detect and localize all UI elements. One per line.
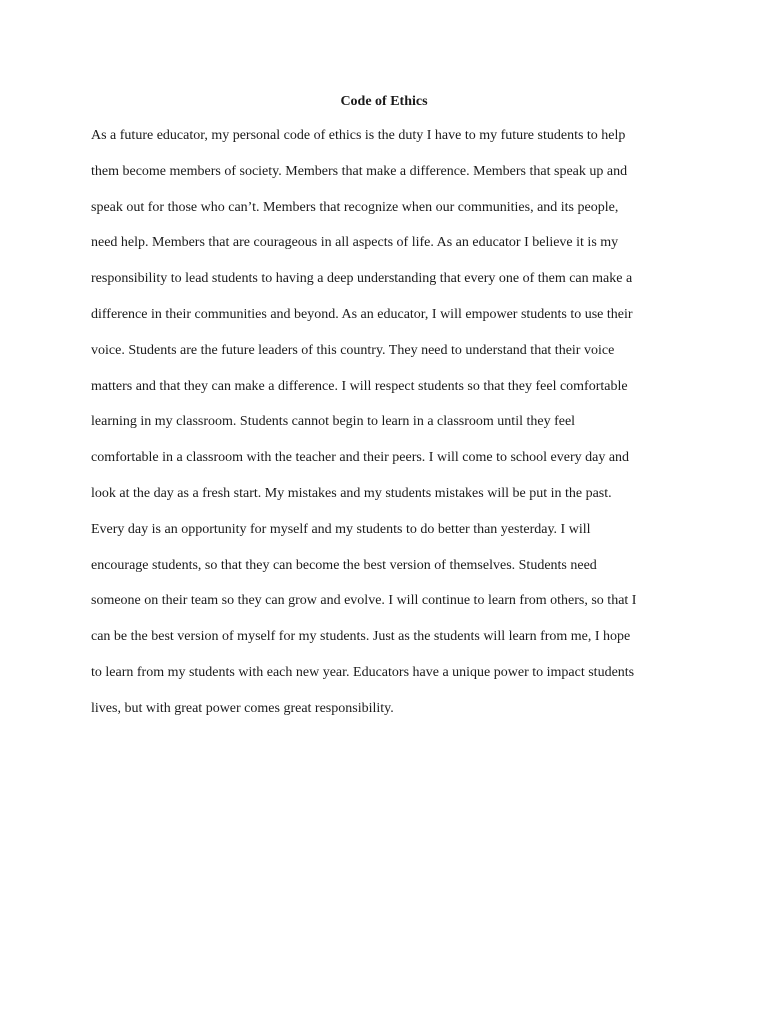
body-line: encourage students, so that they can become the best version of themselves. Students need [91,557,597,573]
body-line: them become members of society. Members that make a difference. Members that speak up and [91,163,628,179]
body-line: can be the best version of myself for my students. Just as the students will learn from me, I hope [91,629,631,645]
body-line: voice. Students are the future leaders of this country. They need to understand that their voice [91,342,615,358]
body-line: responsibility to lead students to having a deep understanding that every one of them can make a [91,271,633,287]
body-line: comfortable in a classroom with the teacher and their peers. I will come to school every day and [91,450,630,466]
document-title: Code of Ethics [340,94,428,109]
body-line: to learn from my students with each new year. Educators have a unique power to impact students [91,664,635,680]
body-line: Every day is an opportunity for myself and my students to do better than yesterday. I will [91,521,591,537]
body-line: learning in my classroom. Students cannot begin to learn in a classroom until they feel [91,414,576,430]
body-line: speak out for those who can’t. Members that recognize when our communities, and its people, [91,199,619,215]
body-line: lives, but with great power comes great responsibility. [91,700,394,716]
body-line: someone on their team so they can grow and evolve. I will continue to learn from others, so that I [91,593,637,609]
body-line: need help. Members that are courageous in all aspects of life. As an educator I believe it is my [91,235,619,251]
body-line: look at the day as a fresh start. My mistakes and my students mistakes will be put in the past. [91,485,612,501]
body-line: matters and that they can make a difference. I will respect students so that they feel comfortable [91,378,628,394]
body-line: As a future educator, my personal code of ethics is the duty I have to my future students to help [91,128,626,143]
document-body [91,126,691,735]
body-line: difference in their communities and beyond. As an educator, I will empower students to use their [91,306,633,322]
